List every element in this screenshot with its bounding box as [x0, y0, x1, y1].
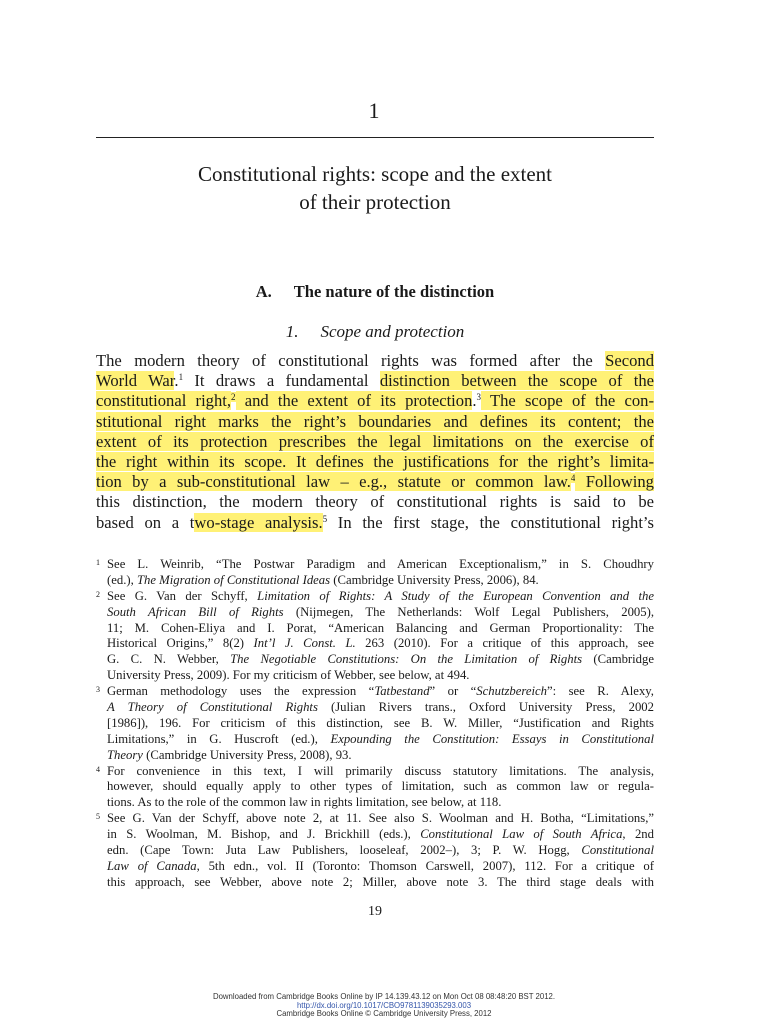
footnote — [96, 684, 654, 763]
footnote-line — [107, 684, 654, 700]
italic-text: Law of Canada — [107, 858, 197, 873]
footnotes — [96, 557, 654, 891]
subsection-title: Scope and protection — [320, 322, 465, 341]
text-run: ” or “ — [429, 684, 477, 699]
text-run: . — [174, 371, 179, 391]
text-run: Limitations,” in G. Huscroft (ed.), — [107, 731, 331, 746]
footnote — [96, 589, 654, 684]
highlighted-text: constitutional right, — [96, 391, 232, 411]
italic-text: Constitutional — [581, 843, 654, 858]
highlighted-text: Second — [605, 351, 654, 370]
text-run: (Cambridge University Press, 2006), 84. — [330, 572, 539, 587]
footnote-line — [107, 636, 654, 652]
chapter-title — [96, 160, 654, 216]
footnote-number: 2 — [96, 589, 100, 599]
highlighted-text: stitutional right marks the right’s boundaries and defines its content; the — [96, 411, 654, 431]
text-run: . — [472, 391, 477, 411]
highlighted-text: World War — [96, 371, 175, 391]
text-run: , 2nd — [622, 827, 654, 842]
italic-text: Tatbestand — [374, 684, 430, 699]
text-run: 11; M. Cohen-Eliya and I. Porat, “American Balancing and German Proportionality: The — [107, 620, 654, 635]
text-run: (Julian Rivers trans., Oxford University Press, 2002 — [317, 700, 654, 715]
italic-text: The Migration of Constitutional Ideas — [136, 572, 331, 587]
highlighted-text: the right within its scope. — [96, 451, 287, 471]
copyright-line: Cambridge Books Online © Cambridge University Press, 2012 — [276, 1009, 492, 1019]
text-run: (ed.), — [107, 572, 137, 587]
footnote-number: 3 — [96, 685, 100, 695]
highlighted-text: The scope of the con- — [481, 391, 654, 411]
text-run: For convenience in this text, I will primarily discuss statutory limitations. The analysis, — [107, 763, 654, 778]
footnote-ref: 5 — [322, 513, 328, 524]
footnote-line — [107, 716, 654, 732]
text-run: in S. Woolman, M. Bishop, and J. Brickhill (eds.), — [107, 827, 421, 842]
footnote-line — [107, 875, 654, 891]
text-run: this distinction, the modern theory of constitutional rights is said to be — [96, 492, 654, 512]
italic-text: The Negotiable Constitutions: On the Limitation of Rights — [230, 652, 583, 667]
body-line — [96, 513, 654, 533]
chapter-number: 1 — [368, 98, 380, 123]
doi-link[interactable]: http://dx.doi.org/10.1017/CBO9781139035293.003 — [296, 1000, 472, 1010]
italic-text: South African Bill of Rights — [107, 604, 284, 619]
highlighted-text: wo-stage analysis. — [194, 512, 323, 532]
footnote-line — [107, 605, 654, 621]
text-run: See L. Weinrib, “The Postwar Paradigm and American Exceptionalism,” in S. Choudhry — [107, 557, 654, 571]
highlighted-text: It defines the justifications for the right’s limita- — [286, 451, 654, 471]
download-line: Downloaded from Cambridge Books Online by IP 14.139.43.12 on Mon Oct 08 08:48:20 BST 2012. — [212, 992, 556, 1001]
footnote-line — [107, 557, 654, 573]
text-run: G. C. N. Webber, — [107, 652, 231, 667]
text-run: this approach, see Webber, above note 2; Miller, above note 3. The third stage deals with — [107, 874, 654, 889]
text-run: See G. Van der Schyff, — [107, 588, 258, 603]
footnote-line — [107, 795, 654, 811]
italic-text: Constitutional Law of South Africa — [420, 827, 623, 842]
body-line — [96, 351, 654, 371]
text-run: edn. (Cape Town: Juta Law Publishers, looseleaf, 2002–), 3; P. W. Hogg, — [107, 843, 582, 858]
text-run: 263 (2010). For a critique of this approach, see — [355, 636, 654, 651]
chapter-rule — [96, 137, 654, 138]
footnote-line — [107, 859, 654, 875]
footnote — [96, 811, 654, 890]
chapter-title-line: Constitutional rights: scope and the extent — [197, 162, 553, 186]
section-title: The nature of the distinction — [293, 282, 495, 301]
footnote-line — [107, 811, 654, 827]
highlighted-text: Following — [575, 472, 654, 492]
footnote-line — [107, 732, 654, 748]
text-run: Historical Origins,” 8(2) — [107, 636, 254, 651]
text-run: , 5th edn., vol. II (Toronto: Thomson Carswell, 2007), 112. For a critique of — [196, 858, 654, 873]
text-run: however, should equally apply to other types of limitation, such as common law or regula- — [107, 779, 654, 794]
italic-text: Theory — [107, 747, 143, 762]
body-line — [96, 391, 654, 411]
text-run: It draws a fundamental — [183, 371, 380, 391]
body-line — [96, 472, 654, 492]
section-number: A. — [255, 282, 272, 301]
footnote-line — [107, 779, 654, 795]
subsection-heading — [96, 322, 654, 342]
highlighted-text: distinction between the scope of the — [379, 371, 654, 391]
footnote-number: 5 — [96, 812, 100, 822]
highlighted-text: tion by a sub-constitutional law – e.g., statute or common law. — [96, 472, 571, 492]
text-run: (Cambridge — [582, 652, 655, 667]
footnote-line — [107, 843, 654, 859]
section-heading — [96, 282, 654, 302]
footnote-line — [107, 589, 654, 605]
footnote-line — [107, 621, 654, 637]
chapter-title-line: of their protection — [299, 190, 451, 214]
italic-text: Int’l J. Const. L. — [253, 636, 356, 651]
text-run: [1986]), 196. For criticism of this distinction, see B. W. Miller, “Justification and Rights — [107, 715, 654, 730]
text-run: German methodology uses the expression “ — [107, 684, 375, 699]
highlighted-text: and the extent of its protection — [235, 391, 473, 411]
text-run: The modern theory of constitutional rights was formed after the — [96, 351, 606, 370]
footnote-line — [107, 827, 654, 843]
footnote-number: 4 — [96, 764, 100, 774]
italic-text: Schutzbereich — [476, 684, 547, 699]
body-line — [96, 452, 654, 472]
subsection-number: 1. — [285, 322, 299, 341]
text-run: tions. As to the role of the common law in rights limitation, see below, at 118. — [107, 795, 502, 810]
italic-text: Expounding the Constitution: Essays in Constitutional — [330, 731, 654, 746]
footnote-line — [107, 700, 654, 716]
text-run: See G. Van der Schyff, above note 2, at 11. See also S. Woolman and H. Botha, “Limitations,” — [107, 811, 654, 826]
footnote — [96, 557, 654, 589]
footnote-line — [107, 652, 654, 668]
footnote-line — [107, 573, 654, 589]
text-run: (Nijmegen, The Netherlands: Wolf Legal Publishers, 2005), — [283, 604, 654, 619]
footnote-ref: 1 — [178, 372, 184, 383]
highlighted-text: extent of its protection prescribes the legal limitations on the exercise of — [96, 431, 654, 451]
text-run: based on a t — [96, 512, 195, 532]
footnote-number: 1 — [96, 558, 100, 567]
text-run: ”: see R. Alexy, — [546, 684, 654, 699]
footnote-line — [107, 668, 654, 684]
text-run: (Cambridge University Press, 2008), 93. — [142, 747, 352, 762]
page-number: 19 — [368, 904, 382, 919]
footnote-line — [107, 748, 654, 764]
footnote-line — [107, 764, 654, 780]
body-line — [96, 412, 654, 432]
text-run: University Press, 2009). For my criticism of Webber, see below, at 494. — [107, 668, 470, 683]
download-notice — [0, 993, 768, 1019]
footnote-ref: 3 — [476, 392, 482, 403]
footnote-ref: 2 — [231, 392, 236, 403]
body-line — [96, 492, 654, 512]
text-run: In the first stage, the constitutional right’s — [327, 512, 655, 532]
italic-text: Limitation of Rights: A Study of the European Convention and the — [257, 588, 654, 603]
italic-text: A Theory of Constitutional Rights — [107, 700, 318, 715]
body-line — [96, 371, 654, 391]
footnote — [96, 764, 654, 812]
body-paragraph — [96, 351, 654, 533]
footnote-ref: 4 — [570, 473, 576, 484]
body-line — [96, 432, 654, 452]
